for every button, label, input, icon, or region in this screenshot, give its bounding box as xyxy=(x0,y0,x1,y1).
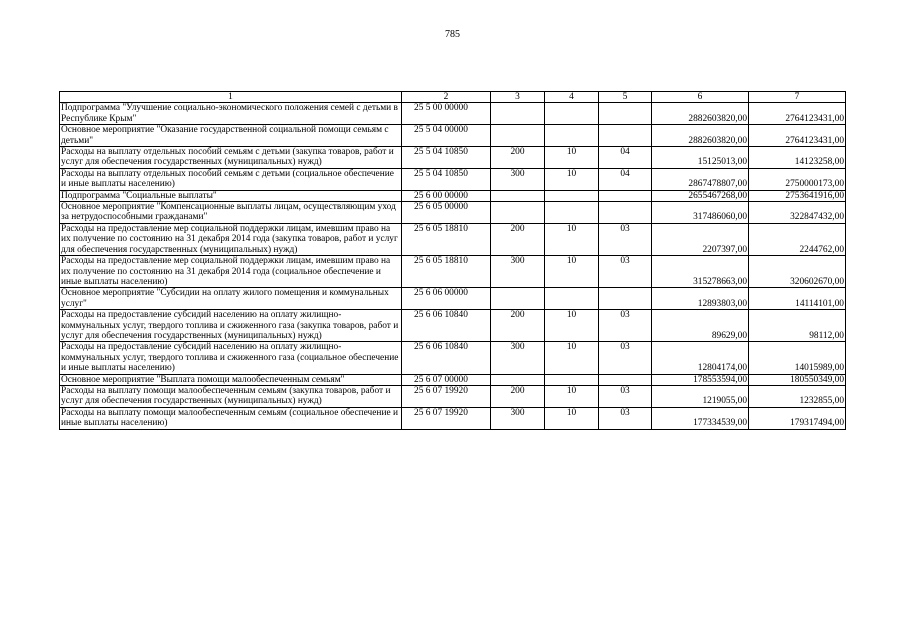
row-rz-cell xyxy=(545,202,599,224)
row-sum1-cell: 2207397,00 xyxy=(652,223,749,255)
row-name-cell: Расходы на предоставление мер социальной поддержки лицам, имевшим право на их получение по состоянию на 31 декабря 2014 года (социальное обеспечение и иные выплаты населению) xyxy=(60,256,402,288)
row-rz-cell: 10 xyxy=(545,310,599,342)
table-row xyxy=(60,223,846,255)
row-rz-cell xyxy=(545,190,599,201)
table-row xyxy=(60,125,846,147)
table-row xyxy=(60,342,846,374)
row-sum1-cell: 315278663,00 xyxy=(652,256,749,288)
row-sum1-cell: 317486060,00 xyxy=(652,202,749,224)
row-rz-cell xyxy=(545,103,599,125)
row-sum2-cell: 179317494,00 xyxy=(749,407,846,429)
row-pr-cell xyxy=(599,202,652,224)
row-name-cell: Основное мероприятие "Выплата помощи малообеспеченным семьям" xyxy=(60,374,402,385)
table-row xyxy=(60,202,846,224)
row-code-cell: 25 6 07 19920 xyxy=(402,385,491,407)
row-rz-cell: 10 xyxy=(545,256,599,288)
row-vr-cell: 200 xyxy=(491,310,545,342)
row-sum2-cell: 2753641916,00 xyxy=(749,190,846,201)
row-rz-cell: 10 xyxy=(545,342,599,374)
row-sum1-cell: 2655467268,00 xyxy=(652,190,749,201)
row-name-cell: Подпрограмма "Улучшение социально-экономического положения семей с детьми в Республике Крым" xyxy=(60,103,402,125)
row-rz-cell: 10 xyxy=(545,147,599,169)
table-row xyxy=(60,190,846,201)
row-name-cell: Расходы на выплату отдельных пособий семьям с детьми (социальное обеспечение и иные выплаты населению) xyxy=(60,168,402,190)
table-row xyxy=(60,288,846,310)
row-code-cell: 25 6 05 18810 xyxy=(402,223,491,255)
row-vr-cell: 200 xyxy=(491,385,545,407)
table-row xyxy=(60,256,846,288)
row-pr-cell: 04 xyxy=(599,147,652,169)
table-body xyxy=(60,92,846,430)
row-sum1-cell: 2882603820,00 xyxy=(652,103,749,125)
row-pr-cell xyxy=(599,374,652,385)
row-pr-cell xyxy=(599,288,652,310)
row-code-cell: 25 6 06 10840 xyxy=(402,310,491,342)
header-cell: 6 xyxy=(652,92,749,103)
page-number: 785 xyxy=(445,29,460,40)
row-name-cell: Расходы на предоставление субсидий населению на оплату жилищно-коммунальных услуг, твердого топлива и сжиженного газа (закупка товаров, работ и услуг для обеспечения государственных (муниципальных) нужд) xyxy=(60,310,402,342)
row-name-cell: Основное мероприятие "Компенсационные выплаты лицам, осуществляющим уход за нетрудоспособными гражданами" xyxy=(60,202,402,224)
row-pr-cell: 03 xyxy=(599,223,652,255)
row-vr-cell: 300 xyxy=(491,407,545,429)
row-sum2-cell: 98112,00 xyxy=(749,310,846,342)
row-vr-cell: 300 xyxy=(491,256,545,288)
row-code-cell: 25 5 04 10850 xyxy=(402,147,491,169)
row-sum1-cell: 89629,00 xyxy=(652,310,749,342)
row-code-cell: 25 5 00 00000 xyxy=(402,103,491,125)
row-name-cell: Расходы на выплату помощи малообеспеченным семьям (социальное обеспечение и иные выплаты населению) xyxy=(60,407,402,429)
row-pr-cell: 03 xyxy=(599,310,652,342)
header-cell: 5 xyxy=(599,92,652,103)
header-cell: 3 xyxy=(491,92,545,103)
row-vr-cell: 300 xyxy=(491,168,545,190)
table-row xyxy=(60,310,846,342)
row-code-cell: 25 6 06 00000 xyxy=(402,288,491,310)
row-sum2-cell: 322847432,00 xyxy=(749,202,846,224)
row-sum1-cell: 2882603820,00 xyxy=(652,125,749,147)
row-name-cell: Расходы на выплату отдельных пособий семьям с детьми (закупка товаров, работ и услуг для обеспечения государственных (муниципальных) нужд) xyxy=(60,147,402,169)
row-sum2-cell: 2764123431,00 xyxy=(749,125,846,147)
row-pr-cell: 03 xyxy=(599,385,652,407)
row-rz-cell xyxy=(545,288,599,310)
row-sum2-cell: 14015989,00 xyxy=(749,342,846,374)
row-sum2-cell: 1232855,00 xyxy=(749,385,846,407)
row-vr-cell xyxy=(491,125,545,147)
row-sum2-cell: 14123258,00 xyxy=(749,147,846,169)
row-sum1-cell: 12804174,00 xyxy=(652,342,749,374)
row-sum2-cell: 2244762,00 xyxy=(749,223,846,255)
row-name-cell: Основное мероприятие "Оказание государственной социальной помощи семьям с детьми" xyxy=(60,125,402,147)
row-vr-cell: 200 xyxy=(491,147,545,169)
row-vr-cell xyxy=(491,374,545,385)
row-vr-cell: 300 xyxy=(491,342,545,374)
header-cell: 2 xyxy=(402,92,491,103)
row-pr-cell: 04 xyxy=(599,168,652,190)
header-cell: 1 xyxy=(60,92,402,103)
row-code-cell: 25 6 05 00000 xyxy=(402,202,491,224)
row-sum2-cell: 2750000173,00 xyxy=(749,168,846,190)
row-sum1-cell: 2867478807,00 xyxy=(652,168,749,190)
table-row xyxy=(60,374,846,385)
table-row xyxy=(60,103,846,125)
row-name-cell: Подпрограмма "Социальные выплаты" xyxy=(60,190,402,201)
row-code-cell: 25 5 04 00000 xyxy=(402,125,491,147)
table-row xyxy=(60,168,846,190)
table-row xyxy=(60,407,846,429)
row-code-cell: 25 6 06 10840 xyxy=(402,342,491,374)
table-row xyxy=(60,385,846,407)
row-name-cell: Расходы на выплату помощи малообеспеченным семьям (закупка товаров, работ и услуг для обеспечения государственных (муниципальных) нужд) xyxy=(60,385,402,407)
row-sum1-cell: 1219055,00 xyxy=(652,385,749,407)
row-sum2-cell: 14114101,00 xyxy=(749,288,846,310)
row-vr-cell xyxy=(491,190,545,201)
row-rz-cell xyxy=(545,125,599,147)
row-name-cell: Расходы на предоставление субсидий населению на оплату жилищно-коммунальных услуг, твердого топлива и сжиженного газа (социальное обеспечение и иные выплаты населению) xyxy=(60,342,402,374)
budget-table xyxy=(59,91,846,430)
row-pr-cell xyxy=(599,125,652,147)
row-rz-cell: 10 xyxy=(545,168,599,190)
row-rz-cell xyxy=(545,374,599,385)
row-vr-cell xyxy=(491,202,545,224)
row-pr-cell: 03 xyxy=(599,256,652,288)
row-rz-cell: 10 xyxy=(545,223,599,255)
row-code-cell: 25 6 07 00000 xyxy=(402,374,491,385)
row-pr-cell: 03 xyxy=(599,407,652,429)
row-sum2-cell: 180550349,00 xyxy=(749,374,846,385)
row-code-cell: 25 6 05 18810 xyxy=(402,256,491,288)
row-code-cell: 25 6 07 19920 xyxy=(402,407,491,429)
header-row xyxy=(60,92,846,103)
row-sum2-cell: 2764123431,00 xyxy=(749,103,846,125)
row-code-cell: 25 6 00 00000 xyxy=(402,190,491,201)
row-pr-cell xyxy=(599,190,652,201)
row-vr-cell: 200 xyxy=(491,223,545,255)
row-name-cell: Расходы на предоставление мер социальной поддержки лицам, имевшим право на их получение по состоянию на 31 декабря 2014 года (закупка товаров, работ и услуг для обеспечения государственных (муниципальных) нужд) xyxy=(60,223,402,255)
row-sum1-cell: 15125013,00 xyxy=(652,147,749,169)
row-code-cell: 25 5 04 10850 xyxy=(402,168,491,190)
row-rz-cell: 10 xyxy=(545,407,599,429)
row-rz-cell: 10 xyxy=(545,385,599,407)
row-vr-cell xyxy=(491,103,545,125)
table-row xyxy=(60,147,846,169)
row-sum1-cell: 12893803,00 xyxy=(652,288,749,310)
row-name-cell: Основное мероприятие "Субсидии на оплату жилого помещения и коммунальных услуг" xyxy=(60,288,402,310)
row-vr-cell xyxy=(491,288,545,310)
row-sum1-cell: 177334539,00 xyxy=(652,407,749,429)
row-sum1-cell: 178553594,00 xyxy=(652,374,749,385)
row-pr-cell xyxy=(599,103,652,125)
row-pr-cell: 03 xyxy=(599,342,652,374)
header-cell: 4 xyxy=(545,92,599,103)
header-cell: 7 xyxy=(749,92,846,103)
row-sum2-cell: 320602670,00 xyxy=(749,256,846,288)
